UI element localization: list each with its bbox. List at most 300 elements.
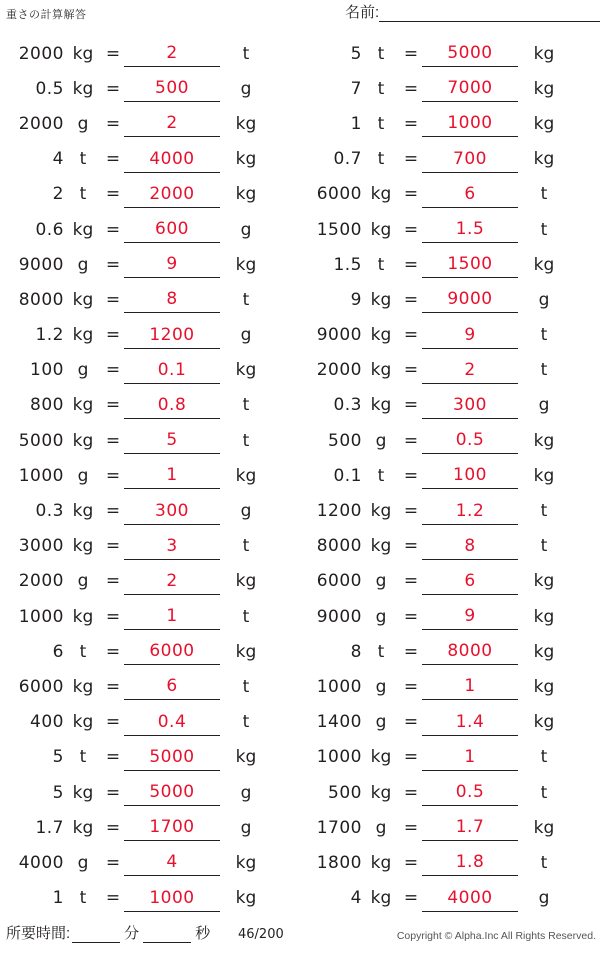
equals-sign: = [403,782,419,803]
equals-sign: = [403,184,419,205]
answer-blank[interactable] [422,533,518,560]
question-value: 1.2 [35,325,64,346]
answer-blank[interactable] [422,568,518,595]
answer-blank[interactable] [124,322,220,349]
answer-value: 8 [166,289,178,310]
answer-value: 2 [166,113,178,134]
answer-value: 9 [166,254,178,275]
equals-sign: = [403,888,419,909]
page-title: 重さの計算解答 [6,9,87,21]
equals-sign: = [403,852,419,873]
answer-blank[interactable] [422,603,518,630]
answer-blank[interactable] [124,603,220,630]
answer-value: 1.4 [455,711,485,732]
answer-value: 2000 [149,183,195,204]
problem-row [300,247,590,282]
answer-blank[interactable] [422,814,518,841]
answer-unit: t [242,676,250,697]
question-unit: kg [72,782,94,803]
question-unit: t [377,641,385,662]
equals-sign: = [403,395,419,416]
answer-blank[interactable] [422,885,518,912]
question-value: 500 [328,782,362,803]
question-unit: g [375,606,387,627]
answer-value: 0.5 [455,782,485,803]
problem-row [2,529,292,564]
answer-blank[interactable] [422,75,518,102]
answer-unit: kg [235,254,257,275]
answer-blank[interactable] [422,744,518,771]
answer-unit: kg [235,360,257,381]
question-value: 6000 [18,676,64,697]
problem-row [300,212,590,247]
answer-blank[interactable] [124,885,220,912]
answer-unit: kg [533,817,555,838]
problem-row [2,106,292,141]
answer-value: 1 [166,465,178,486]
problem-row [300,142,590,177]
question-value: 100 [30,360,64,381]
minutes-unit-label: 分 [124,925,140,942]
answer-unit: kg [533,113,555,134]
answer-unit: g [240,501,252,522]
problem-row [2,388,292,423]
question-value: 500 [328,430,362,451]
answer-blank[interactable] [124,251,220,278]
question-unit: t [377,43,385,64]
question-value: 9000 [18,254,64,275]
question-unit: kg [72,289,94,310]
problem-row [300,282,590,317]
answer-blank[interactable] [124,75,220,102]
problem-row [300,634,590,669]
answer-blank[interactable] [422,146,518,173]
answer-blank[interactable] [124,779,220,806]
answer-value: 0.8 [157,394,187,415]
answer-unit: kg [235,184,257,205]
answer-blank[interactable] [124,498,220,525]
question-unit: g [77,360,89,381]
question-unit: kg [370,360,392,381]
equals-sign: = [105,184,121,205]
problem-row [2,142,292,177]
question-unit: kg [72,325,94,346]
equals-sign: = [403,325,419,346]
answer-unit: g [538,395,550,416]
problem-row [300,740,590,775]
answer-unit: t [540,360,548,381]
answer-unit: kg [533,571,555,592]
answer-value: 8 [464,535,476,556]
equals-sign: = [105,78,121,99]
answer-blank[interactable] [422,286,518,313]
answer-blank[interactable] [422,40,518,67]
question-value: 5 [52,782,64,803]
question-value: 8000 [18,289,64,310]
question-unit: kg [370,747,392,768]
question-value: 0.7 [333,149,362,170]
equals-sign: = [105,465,121,486]
answer-unit: t [540,782,548,803]
question-unit: kg [370,536,392,557]
answer-unit: kg [235,852,257,873]
answer-value: 1 [464,746,476,767]
question-unit: g [77,852,89,873]
problem-row [2,318,292,353]
question-unit: g [375,712,387,733]
answer-blank[interactable] [422,498,518,525]
name-field-area [345,4,600,22]
question-unit: kg [370,184,392,205]
equals-sign: = [403,536,419,557]
answer-unit: kg [533,43,555,64]
problem-row [2,881,292,916]
answer-unit: g [240,78,252,99]
answer-blank[interactable] [124,744,220,771]
equals-sign: = [403,43,419,64]
answer-value: 6 [464,570,476,591]
question-unit: kg [72,43,94,64]
answer-value: 700 [453,148,487,169]
answer-value: 2 [464,359,476,380]
answer-blank[interactable] [124,673,220,700]
question-unit: kg [72,606,94,627]
problem-row [2,740,292,775]
answer-value: 1700 [149,817,195,838]
equals-sign: = [403,360,419,381]
answer-unit: kg [235,747,257,768]
answer-blank[interactable] [422,392,518,419]
problem-row [300,705,590,740]
answer-unit: t [540,501,548,522]
answer-blank[interactable] [124,462,220,489]
equals-sign: = [403,676,419,697]
answer-value: 1200 [149,324,195,345]
question-value: 1400 [316,712,362,733]
question-value: 800 [30,395,64,416]
answer-unit: t [540,747,548,768]
answer-unit: t [540,852,548,873]
equals-sign: = [403,606,419,627]
equals-sign: = [105,747,121,768]
equals-sign: = [403,113,419,134]
answer-value: 9000 [447,289,493,310]
question-unit: kg [72,395,94,416]
equals-sign: = [403,817,419,838]
answer-value: 2 [166,43,178,64]
answer-value: 0.5 [455,430,485,451]
question-value: 0.5 [35,78,64,99]
problem-row [300,529,590,564]
question-value: 5 [52,747,64,768]
question-unit: kg [72,430,94,451]
copyright-notice: Copyright © Alpha.Inc All Rights Reserved. [396,930,596,942]
question-unit: t [377,465,385,486]
problem-row [2,599,292,634]
answer-value: 1000 [447,113,493,134]
answer-blank[interactable] [422,181,518,208]
answer-value: 1 [464,676,476,697]
question-unit: g [77,571,89,592]
answer-blank[interactable] [422,462,518,489]
problem-row [2,669,292,704]
question-value: 1.7 [35,817,64,838]
equals-sign: = [105,325,121,346]
answer-value: 600 [155,219,189,240]
answer-unit: kg [533,606,555,627]
problem-row [300,493,590,528]
answer-unit: kg [533,712,555,733]
answer-blank[interactable] [422,357,518,384]
question-unit: t [377,254,385,275]
answer-blank[interactable] [422,110,518,137]
question-unit: kg [72,536,94,557]
equals-sign: = [403,254,419,275]
equals-sign: = [105,712,121,733]
question-unit: t [79,149,87,170]
answer-blank[interactable] [124,181,220,208]
problem-row [300,36,590,71]
left-column [2,36,292,916]
question-unit: t [377,149,385,170]
problem-row [2,212,292,247]
question-value: 9 [350,289,362,310]
equals-sign: = [403,712,419,733]
answer-unit: g [240,817,252,838]
answer-unit: t [242,536,250,557]
problem-row [2,423,292,458]
answer-value: 1 [166,606,178,627]
answer-value: 1500 [447,254,493,275]
answer-value: 1.2 [455,500,485,521]
question-value: 6000 [316,184,362,205]
problem-row [2,353,292,388]
equals-sign: = [105,360,121,381]
answer-unit: kg [533,676,555,697]
answer-blank[interactable] [124,110,220,137]
answer-unit: t [540,325,548,346]
equals-sign: = [403,501,419,522]
answer-blank[interactable] [124,568,220,595]
question-value: 400 [30,712,64,733]
question-unit: kg [370,501,392,522]
answer-blank[interactable] [124,533,220,560]
answer-value: 300 [155,500,189,521]
answer-unit: kg [235,465,257,486]
question-unit: g [77,465,89,486]
problem-row [2,634,292,669]
problem-row [300,423,590,458]
question-unit: kg [72,712,94,733]
answer-blank[interactable] [124,849,220,876]
answer-unit: t [242,43,250,64]
question-unit: t [377,113,385,134]
problem-row [300,810,590,845]
answer-value: 4 [166,852,178,873]
answer-value: 0.1 [157,359,187,380]
time-label: 所要時間: [6,925,71,942]
problem-row [300,318,590,353]
question-unit: kg [72,219,94,240]
question-unit: kg [370,782,392,803]
answer-blank[interactable] [422,709,518,736]
question-value: 0.6 [35,219,64,240]
question-value: 6 [52,641,64,662]
equals-sign: = [403,641,419,662]
question-unit: g [77,254,89,275]
question-value: 1500 [316,219,362,240]
time-taken-area [6,925,212,943]
answer-unit: t [242,606,250,627]
equals-sign: = [105,782,121,803]
answer-blank[interactable] [124,638,220,665]
problem-row [300,564,590,599]
answer-value: 4000 [149,148,195,169]
question-unit: t [79,641,87,662]
answer-blank[interactable] [422,251,518,278]
answer-unit: kg [235,641,257,662]
answer-blank[interactable] [124,709,220,736]
answer-unit: t [242,712,250,733]
equals-sign: = [105,430,121,451]
answer-unit: kg [533,430,555,451]
question-unit: kg [72,676,94,697]
problem-row [300,775,590,810]
problem-row [2,493,292,528]
equals-sign: = [105,43,121,64]
question-value: 1 [52,888,64,909]
answer-value: 5000 [149,746,195,767]
question-unit: g [375,571,387,592]
answer-value: 300 [453,394,487,415]
equals-sign: = [403,219,419,240]
question-value: 0.3 [333,395,362,416]
answer-unit: g [538,888,550,909]
problem-row [300,353,590,388]
equals-sign: = [105,219,121,240]
answer-value: 7000 [447,78,493,99]
equals-sign: = [105,113,121,134]
seconds-input-line[interactable] [143,925,191,943]
problem-row [2,247,292,282]
question-value: 6000 [316,571,362,592]
problem-row [300,106,590,141]
answer-blank[interactable] [124,146,220,173]
answer-blank[interactable] [124,286,220,313]
answer-value: 1.7 [455,817,485,838]
question-value: 0.3 [35,501,64,522]
answer-blank[interactable] [422,427,518,454]
problem-row [2,36,292,71]
page-number: 46/200 [238,927,284,942]
answer-value: 8000 [447,641,493,662]
question-value: 9000 [316,325,362,346]
question-value: 1000 [18,465,64,486]
answer-blank[interactable] [422,849,518,876]
problem-row [2,458,292,493]
question-value: 2000 [18,571,64,592]
equals-sign: = [403,571,419,592]
question-value: 5 [350,43,362,64]
question-value: 2000 [316,360,362,381]
answer-blank[interactable] [422,216,518,243]
equals-sign: = [105,641,121,662]
question-unit: t [79,747,87,768]
problem-row [2,71,292,106]
question-unit: t [79,888,87,909]
answer-unit: g [240,219,252,240]
answer-blank[interactable] [124,216,220,243]
question-unit: g [375,430,387,451]
minutes-input-line[interactable] [72,925,120,943]
problem-row [2,775,292,810]
answer-blank[interactable] [124,40,220,67]
question-unit: kg [370,395,392,416]
answer-blank[interactable] [124,357,220,384]
seconds-unit-label: 秒 [195,925,211,942]
question-unit: g [77,113,89,134]
question-unit: kg [370,219,392,240]
equals-sign: = [105,606,121,627]
answer-unit: kg [235,113,257,134]
answer-blank[interactable] [422,779,518,806]
page-header [0,0,600,34]
answer-unit: kg [235,888,257,909]
question-value: 1.5 [333,254,362,275]
question-value: 9000 [316,606,362,627]
problem-row [300,71,590,106]
answer-value: 1.8 [455,852,485,873]
answer-unit: kg [533,465,555,486]
question-value: 1700 [316,817,362,838]
answer-unit: t [242,430,250,451]
equals-sign: = [403,430,419,451]
question-unit: t [79,184,87,205]
answer-value: 1000 [149,887,195,908]
answer-blank[interactable] [422,322,518,349]
answer-unit: kg [533,254,555,275]
problem-row [2,705,292,740]
answer-unit: g [538,289,550,310]
problem-row [300,669,590,704]
answer-unit: g [240,782,252,803]
question-unit: kg [370,888,392,909]
answer-blank[interactable] [422,638,518,665]
equals-sign: = [403,747,419,768]
question-unit: g [375,676,387,697]
answer-blank[interactable] [422,673,518,700]
name-input-line[interactable] [379,4,600,22]
answer-unit: kg [533,78,555,99]
question-value: 3000 [18,536,64,557]
equals-sign: = [403,78,419,99]
problem-row [300,599,590,634]
question-value: 7 [350,78,362,99]
answer-blank[interactable] [124,392,220,419]
equals-sign: = [403,289,419,310]
question-value: 4 [52,149,64,170]
problem-row [300,458,590,493]
answer-blank[interactable] [124,427,220,454]
equals-sign: = [105,571,121,592]
right-column [300,36,590,916]
equals-sign: = [105,254,121,275]
problem-row [2,564,292,599]
answer-value: 4000 [447,887,493,908]
answer-blank[interactable] [124,814,220,841]
answer-value: 6 [464,183,476,204]
equals-sign: = [105,536,121,557]
